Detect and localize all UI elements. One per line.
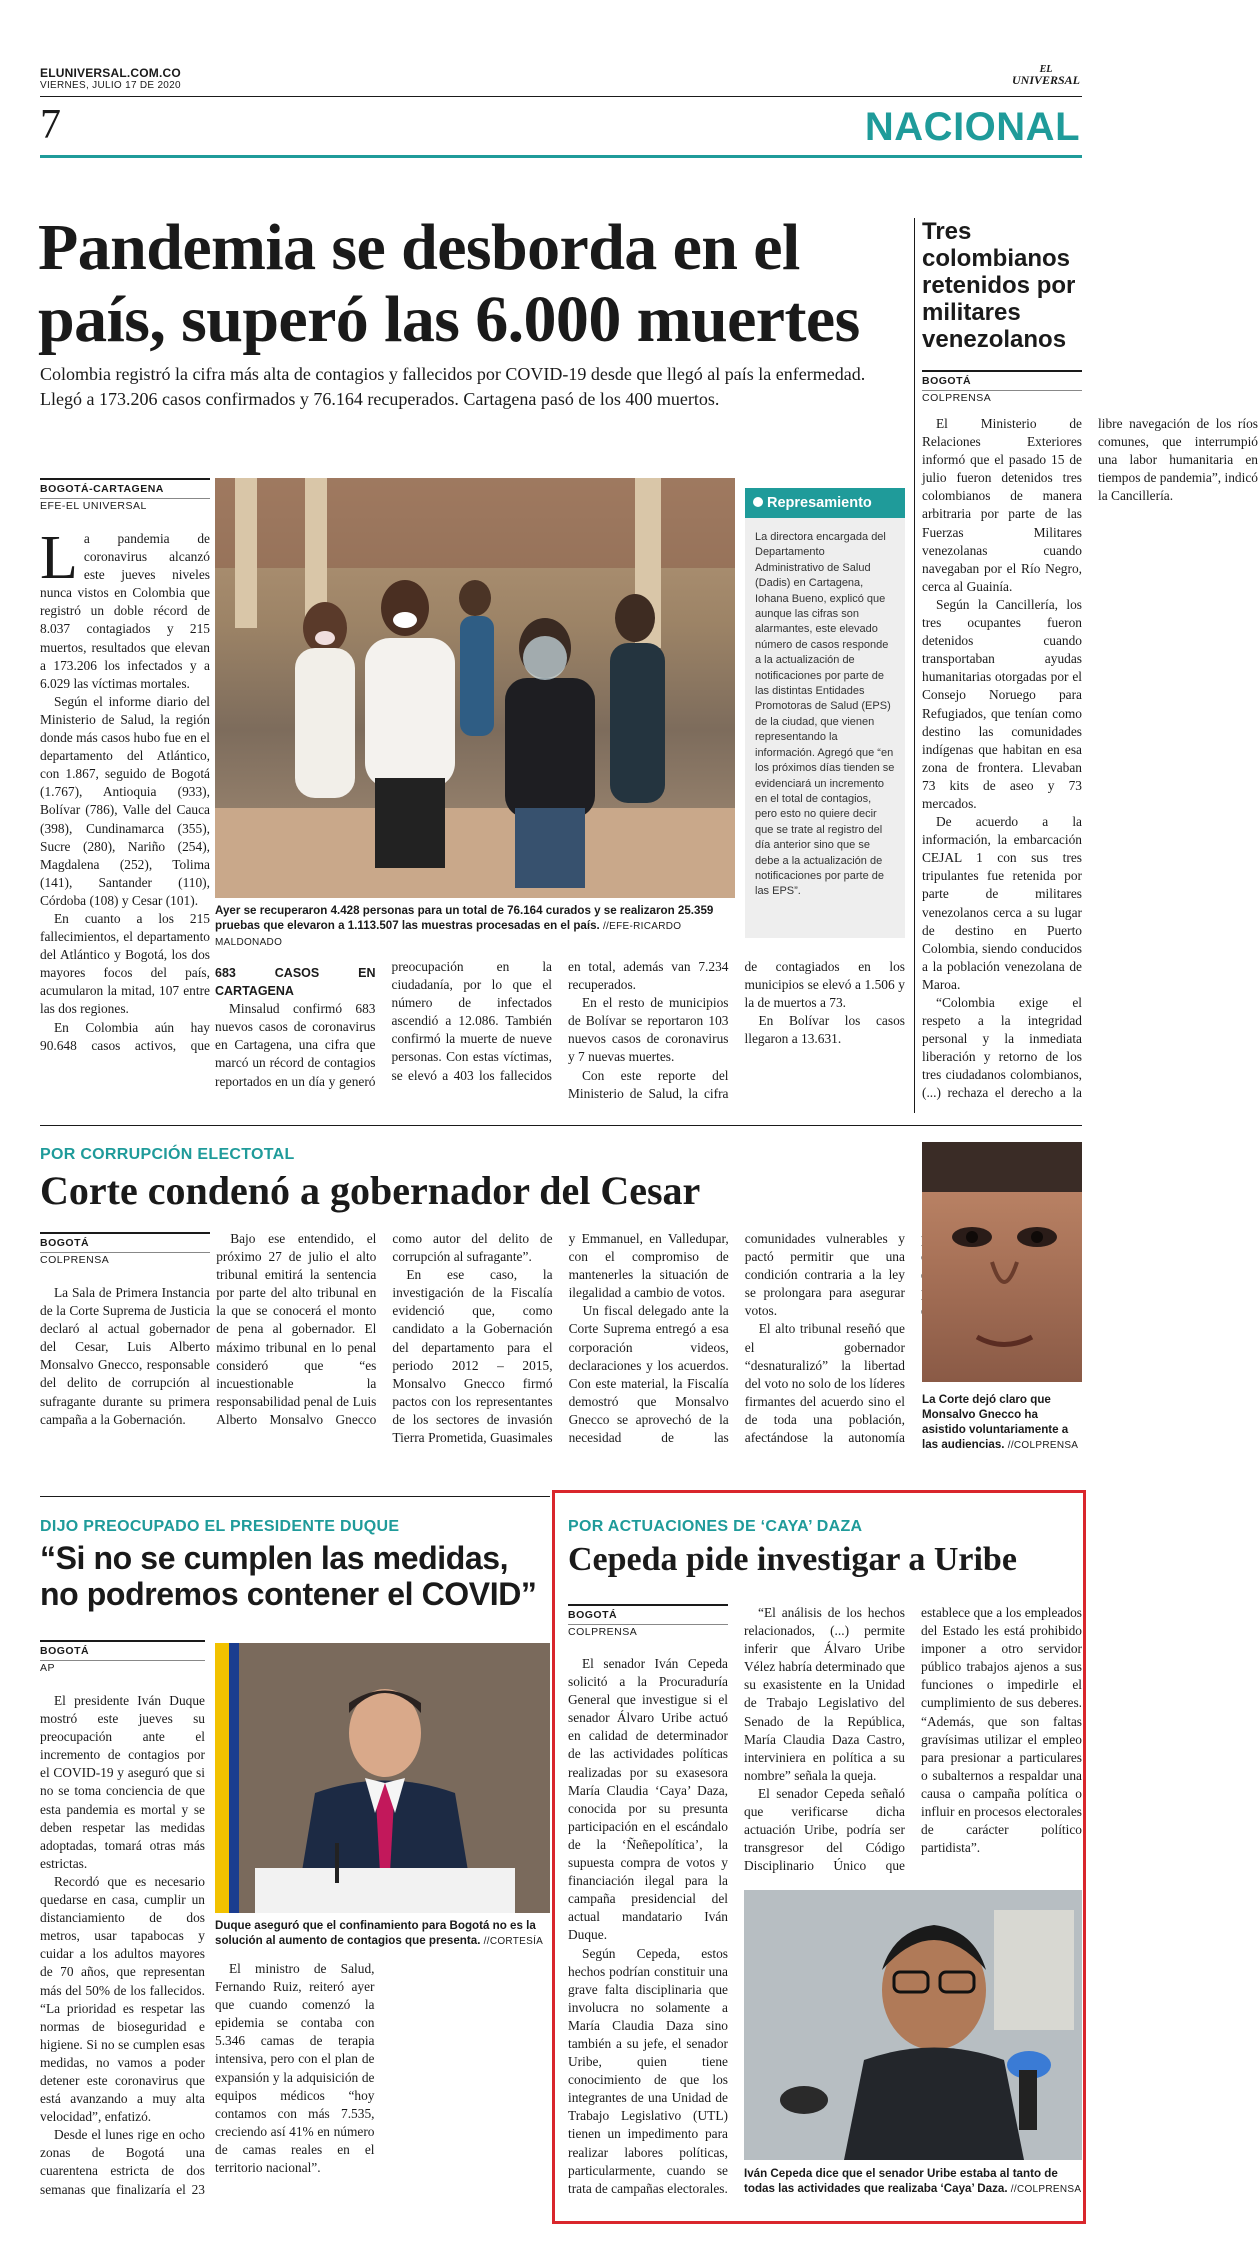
duque-paragraph-3: Desde el lunes rige en ocho zonas de Bogotá una cuarentena estricta de dos semanas que finalizaría el 23 (40, 2127, 205, 2197)
sidebox-text: La directora encargada del Departamento Administrativo de Salud (Dadis) en Cartagena, Iohana Bueno, explicó que aunque las cifras son alarmantes, este elevado número de casos responde a la actualización de notificaciones por parte de las distintas Entidades Promotoras de Salud (EPS) de la ciudad, que vienen representando la información. Agregó que “en los próximos días tienden se evidenciará un incremento en el total de contagios, pero esto no quiere decir que se trate al registro del día anterior sino que se debe a la actualización de notificaciones por parte de las EPS”. (755, 531, 895, 898)
side-story-city: BOGOTÁ (922, 375, 972, 387)
cepeda-photo (744, 1890, 1082, 2160)
side-story-paragraph-4: “Colombia exige el respeto a la integridad personal y la inmediata liberación y retorno de los tres ciudadanos colombianos, (...) rechaza el derecho a la libre navegación de los ríos comunes, que interrumpió una labor humanitaria en tiempos de pandemia”, indicó la Cancillería. (922, 416, 1258, 1101)
duque-body-bottom (215, 1960, 550, 2210)
lead-body-bottom (215, 958, 905, 1108)
duque-city: BOGOTÁ (40, 1645, 90, 1657)
governor-portrait (922, 1142, 1082, 1382)
side-story-byline (922, 370, 1082, 405)
cesar-spacer (40, 1230, 200, 1455)
section-rule (40, 155, 1082, 158)
masthead-rule (40, 96, 1082, 97)
duque-kicker: DIJO PREOCUPADO EL PRESIDENTE DUQUE (40, 1518, 400, 1535)
lead-paragraph-4: En Colombia aún hay 90.648 casos activos, que (40, 1019, 210, 1053)
cesar-kicker: POR CORRUPCIÓN ELECTOTAL (40, 1146, 295, 1163)
duque-body-col1 (40, 1692, 205, 2212)
cesar-photo (922, 1142, 1082, 1382)
cepeda-city: BOGOTÁ (568, 1609, 618, 1621)
president-illustration (215, 1643, 550, 1913)
duque-photo-credit: //CORTESÍA (483, 1936, 544, 1947)
lead-paragraph-1: La pandemia de coronavirus alcanzó este jueves niveles nunca vistos en Colombia que registró un doble récord de 8.037 contagiados y 215 muertos, resultados que elevan a 173.206 los infectados y a 6.029 las víctimas mortales. (40, 524, 210, 691)
cepeda-paragraph-2: Según Cepeda, estos hechos podrían constituir una grave falta disciplinaria que involucra no solamente a María Claudia Daza sino también a su jefe, el senador Uribe, quien tiene conocimiento de que los integrantes de una Unidad de Trabajo Legislativo (UTL) tienen un impedimento para realizar labores políticas, particularmente, cuando se trata de campañas electorales. (568, 1945, 728, 2196)
lead-paragraph-6: En el resto de municipios de Bolívar se reportaron 103 nuevos casos de coronavirus y 7 nuevas muertes. (568, 995, 729, 1065)
lead-photo-credit: //EFE-RICARDO MALDONADO (215, 921, 682, 948)
duque-headline: “Si no se cumplen las medidas, no podremos contener el COVID” (40, 1540, 537, 1612)
duque-paragraph-4: El ministro de Salud, Fernando Ruiz, reiteró ayer que cuando comenzó la epidemia se contaba con 5.346 camas de terapia intensiva, pero con el plan de expansión y la adquisición de equipos médicos “hoy contamos con más 7.535, creciendo así 41% en número de camas reales en el territorio nacional”. (215, 1961, 375, 2176)
cesar-paragraph-5: El alto tribunal reseñó que el gobernador “desnaturalizó” la libertad del voto no solo de los líderes firmantes del acuerdo sino el de toda una población, afectándose la autonomía (744, 1321, 905, 1446)
duque-paragraph-1: El presidente Iván Duque mostró este jueves su preocupación ante el incremento de contagios por el COVID-19 y aseguró que si no se toma conciencia de que esta pandemia es mortal y se deben respetar las medidas adoptadas, tomará otras más estrictas. (40, 1693, 205, 1871)
senator-portrait (744, 1890, 1082, 2160)
crowd-illustration (215, 478, 735, 898)
cesar-paragraph-3: En ese caso, la investigación de la Fiscalía evidenció que, como candidato a la Gobernación del departamento para el periodo 2012 – 2015, Monsalvo Gnecco firmó pactos con los representantes de los sectores de invasión Tierra Prometida, Guasimales y Emmanuel, en Valledupar, con el compromiso de mantenerles la situación de ilegalidad a cambio de votos. (392, 1231, 729, 1446)
duque-photo (215, 1643, 550, 1913)
cesar-city: BOGOTÁ (40, 1237, 90, 1249)
side-story-paragraph-1: El Ministerio de Relaciones Exteriores informó que el pasado 15 de julio fueron detenidos tres colombianos de manera arbitraria por parte de las Fuerzas Militares venezolanas cuando navegaban por el Río Negro, cerca al Guainía. (922, 416, 1082, 594)
duque-agency: AP (40, 1660, 205, 1675)
cesar-photo-credit: //COLPRENSA (1007, 1440, 1079, 1451)
duque-paragraph-2: Recordó que es necesario quedarse en casa, cumplir un distanciamiento de dos metros, usar tapabocas y cuidar a los adultos mayores de 70 años, que representan más del 50% de los fallecidos. “La prioridad es respetar las normas de bioseguridad e higiene. Si no se cumplen esas medidas, no vamos a poder detener este coronavirus que está avanzando a muy alta velocidad”, enfatizó. (40, 1873, 205, 2125)
section-title: NACIONAL (864, 105, 1080, 149)
side-story-divider (914, 218, 915, 1113)
cepeda-paragraph-3: “El análisis de los hechos relacionados, (...) permite inferir que Álvaro Uribe Vélez habría determinado que su exasistente en la Unidad de Trabajo Legislativo del Senado de la República, María Claudia Daza Castro, interviniera en política a su nombre” señala la queja. (744, 1605, 905, 1783)
side-story-headline: Tres colombianos retenidos por militares venezolanos (922, 218, 1076, 353)
duque-byline (40, 1640, 205, 1675)
page-number: 7 (40, 102, 61, 148)
cesar-paragraph-4: Un fiscal delegado ante la Corte Suprema entregó a esa corporación videos, declaraciones y los acuerdos. Con este material, la Fiscalía demostró que Monsalvo Gnecco se aprovechó de la necesidad de las comunidades vulnerables y pactó permitir que una condición contraria a la ley se prolongara para asegurar votos. (568, 1231, 905, 1446)
lead-photo-caption: Ayer se recuperaron 4.428 personas para un total de 76.164 curados y se realizaron 25.359 pruebas que elevaron a 1.113.507 las muestras procesadas en el país. //EFE-RICARDO MALDONADO (215, 904, 714, 948)
lead-dropcap: L (40, 524, 78, 592)
section-divider-2 (40, 1496, 550, 1497)
lead-paragraph-7: Con este reporte del Ministerio de Salud, la cifra de contagiados en los municipios se elevó a 1.506 y la de muertos a 73. (568, 959, 905, 1101)
duque-photo-caption: Duque aseguró que el confinamiento para Bogotá no es la solución al aumento de contagios que presenta. //CORTESÍA (215, 1919, 544, 1947)
cepeda-body-col1 (568, 1655, 728, 2210)
cesar-body-rest (40, 1230, 905, 1455)
logo-line-2: UNIVERSAL (1011, 73, 1081, 87)
lead-byline (40, 478, 210, 513)
lead-subhead: 683 CASOS EN CARTAGENA (215, 966, 376, 999)
side-story-agency: COLPRENSA (922, 390, 1082, 405)
lead-paragraph-8: En Bolívar los casos llegaron a 13.631. (744, 1013, 905, 1047)
cesar-paragraph-2: Bajo ese entendido, el próximo 27 de julio el alto tribunal emitirá la sentencia por parte del alto tribunal en la que se conocerá el monto de pena al gobernador. El máximo tribunal en lo penal consideró que “es incuestionable la responsabilidad penal de Luis Alberto Monsalvo Gnecco como autor del delito de corrupción al sufragante”. (216, 1231, 553, 1427)
lead-photo (215, 478, 735, 898)
cesar-photo-caption: La Corte dejó claro que Monsalvo Gnecco ha asistido voluntariamente a las audiencias. //COLPRENSA (922, 1393, 1079, 1451)
cesar-paragraph-1: La Sala de Primera Instancia de la Corte Suprema de Justicia declaró al actual gobernador del Cesar, Luis Alberto Monsalvo Gnecco, responsable del delito de corrupción al sufragante durante su primera campaña a la Gobernación. (40, 1285, 210, 1427)
cepeda-agency: COLPRENSA (568, 1624, 728, 1639)
newspaper-logo (1010, 64, 1082, 86)
lead-body-left (40, 524, 210, 1090)
logo-line-1: EL (1039, 64, 1053, 75)
cepeda-photo-caption: Iván Cepeda dice que el senador Uribe estaba al tanto de todas las actividades que realizaba ‘Caya’ Daza. //COLPRENSA (744, 2167, 1082, 2195)
cepeda-paragraph-4: El senador Cepeda señaló que verificarse dicha actuación Uribe, podría ser transgresor del Código Disciplinario Único que establece que a los empleados del Estado les está prohibido imponer a otro servidor público trabajos ajenos a sus funciones o impedirle el cumplimiento de sus deberes. “Además, que son faltas gravísimas utilizar el empleo para presionar a particulares o subalternos a respaldar una causa o campaña política o influir en procesos electorales de carácter político partidista”. (744, 1605, 1082, 1874)
cepeda-paragraph-1: El senador Iván Cepeda solicitó a la Procuraduría General que investigue si el senador Álvaro Uribe actuó en calidad de determinador de las actividades políticas realizadas por su exasesora María Claudia ‘Caya’ Daza, conocida por su presunta participación en el escándalo de la ‘Ñeñepolítica’, la supuesta compra de votos y financiación ilegal para la campaña presidencial del actual mandatario Iván Duque. (568, 1656, 728, 1943)
side-story-body (922, 415, 1258, 1115)
site-name: ELUNIVERSAL.COM.CO (40, 66, 181, 80)
lead-agency: EFE-EL UNIVERSAL (40, 498, 210, 513)
cepeda-headline: Cepeda pide investigar a Uribe (568, 1541, 1017, 1578)
cesar-agency: COLPRENSA (40, 1252, 210, 1267)
cesar-headline: Corte condenó a gobernador del Cesar (40, 1168, 701, 1213)
issue-date: VIERNES, JULIO 17 DE 2020 (40, 80, 181, 91)
bullet-icon (753, 497, 763, 507)
lead-paragraph-2: Según el informe diario del Ministerio de Salud, la región donde más casos hubo fue en el departamento del Atlántico, con 1.867, seguido de Bogotá (1.767), Antioquia (933), Bolívar (786), Valle del Cauca (398), Cundinamarca (355), Sucre (280), Nariño (254), Magdalena (252), Tolima (141), Santander (110), Córdoba (108) y Cesar (101). (40, 693, 210, 908)
sidebox-title: Represamiento (767, 495, 872, 511)
side-story-paragraph-3: De acuerdo a la información, la embarcación CEJAL 1 con sus tres tripulantes fue retenida por parte de militares venezolanos cerca a su lugar de destino en Puerto Colombia, siendo conducidos a la población venezolana de Maroa. (922, 814, 1082, 992)
cepeda-body-cols23 (744, 1604, 1082, 1884)
cepeda-kicker: POR ACTUACIONES DE ‘CAYA’ DAZA (568, 1518, 863, 1535)
side-story-paragraph-2: Según la Cancillería, los tres ocupantes fueron detenidos cuando transportaban ayudas humanitarias otorgadas por el Consejo Noruego para Refugiados, que tenían como destino las comunidades indígenas que habitan en esa zona de frontera. Llevaban 73 kits de aseo y 73 mercados. (922, 596, 1082, 811)
lead-paragraph-5: Minsalud confirmó 683 nuevos casos de coronavirus en Cartagena, una cifra que marcó un récord de contagios reportados en un día y generó preocupación en la ciudadanía, por lo que el número de infectados ascendió a 12.086. También confirmó la muerte de nueve personas. Con estas víctimas, se elevó a 403 los fallecidos en total, además van 7.234 recuperados. (215, 959, 729, 1089)
section-divider-1 (40, 1125, 1082, 1126)
lead-city: BOGOTÁ-CARTAGENA (40, 483, 164, 495)
lead-summary: Colombia registró la cifra más alta de contagios y fallecidos por COVID-19 desde que llegó al país la enfermedad. Llegó a 173.206 casos confirmados y 76.164 recuperados. Cartagena pasó de los 400 muertos. (40, 364, 866, 409)
sidebox-header (745, 488, 905, 518)
lead-paragraph-3: En cuanto a los 215 fallecimientos, el departamento del Atlántico y Bogotá, los dos mayores focos del país, acumularon la mitad, 107 entre las dos regiones. (40, 910, 210, 1017)
sidebox (745, 488, 905, 938)
lead-headline: Pandemia se desborda en el país, superó las 6.000 muertes (38, 211, 860, 356)
cepeda-photo-credit: //COLPRENSA (1010, 2184, 1082, 2195)
cepeda-byline (568, 1604, 728, 1639)
